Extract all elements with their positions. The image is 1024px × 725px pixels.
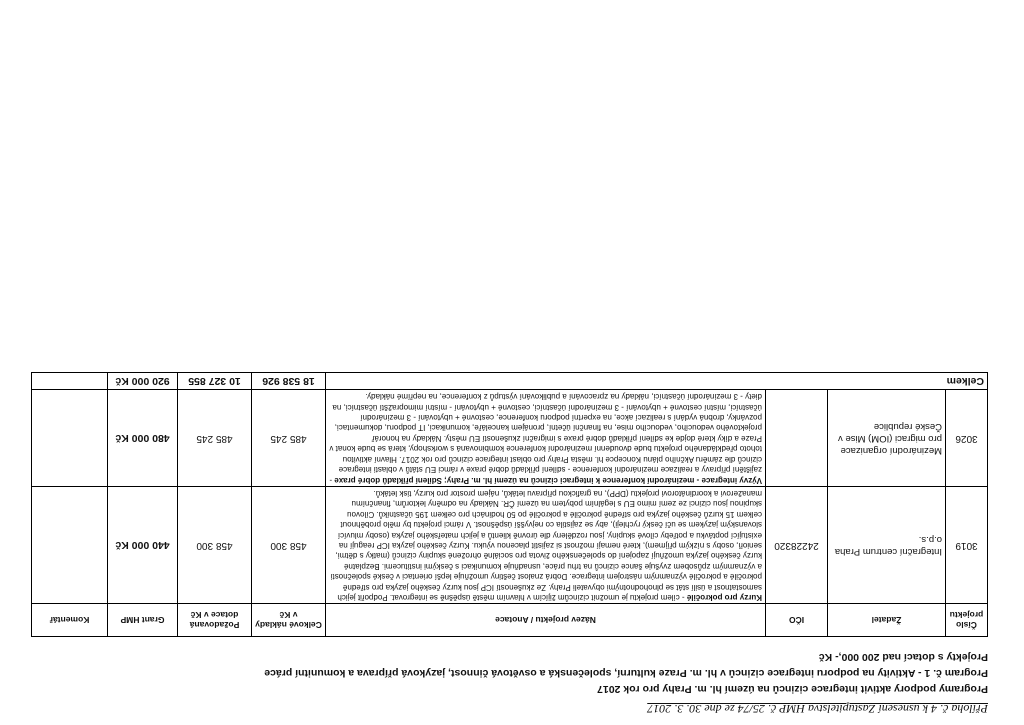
comment-sum: [32, 372, 108, 389]
col-name: Název projektu / Anotace: [326, 604, 766, 637]
table-header-row: [32, 604, 988, 637]
project-number: 3026: [946, 389, 988, 486]
col-applicant: Žadatel: [828, 604, 946, 637]
program-line: Program č. 1 - Aktivity na podporu integrace cizinců v hl. m. Praze kulturní, společenská a osvětová činnost, jazyková příprava a komunitní práce: [264, 667, 988, 679]
projects-table: [31, 372, 988, 637]
table-row: [32, 486, 988, 603]
grant-value: 440 000 Kč: [108, 486, 178, 603]
comment-value: [32, 389, 108, 486]
grant-value: 480 000 Kč: [108, 389, 178, 486]
total-costs-value: 485 245: [252, 389, 326, 486]
ico-value: 24228320: [766, 486, 828, 603]
requested-value: 485 245: [178, 389, 252, 486]
total-label: Celkem: [326, 372, 988, 389]
applicant-name: Mezinárodní organizace pro migraci (IOM) Mise v České republice: [828, 389, 946, 486]
applicant-name: Integrační centrum Praha o.p.s.: [828, 486, 946, 603]
project-title: Výzvy integrace - mezinárodní konference k integraci cizinců na území hl. m. Prahy; Sdílení příkladů dobré praxe: [334, 475, 762, 485]
total-costs-sum: 18 538 926: [252, 372, 326, 389]
col-grant: Grant HMP: [108, 604, 178, 637]
col-comment: Komentář: [32, 604, 108, 637]
comment-value: [32, 486, 108, 603]
programs-title: Programy podpory aktivit integrace cizinců na území hl. m. Prahy pro rok 2017: [597, 683, 988, 695]
col-number: Číslo projektu: [946, 604, 988, 637]
project-description: [326, 486, 766, 603]
requested-sum: 10 327 855: [178, 372, 252, 389]
project-annotation: - cílem projektu je umožnit cizincům žijícím v hlavním městě úspěšně se integrovat. Podpořit jejich samostatnost a úsilí stát se plnohodnotnými obyvateli Prahy. Ze zkušeností ICP jsou kurzy českého jazyka pro středně pokročilé a pokročilé významným nástrojem integrace. Dobrá znalost češtiny umožňuje lepší orientaci v české společnosti a významným způsobem zvyšuje šance cizinců na trhu práce, usnadňuje komunikaci s českými institucemi. Bezplatné kurzy českého jazyka umožňují zapojení do společenského života pro sociálně ohrožené skupiny cizinců (matky s dětmi, senioři, osoby s nízkým příjmem), které nemají možnost si zajistit placenou výuku. Kurzy českého jazyka ICP reagují na existující poptávku a potřeby cílové skupiny, jsou rozděleny dle úrovně klientů a jejich mateřského jazyka (osoby mluvící slovanským jazykem se učí český rychleji), aby se zajistila co nejvyšší úspěšnost. V rámci projektu by mělo proběhnout celkem 15 kurzů českého jazyka pro středně pokročilé a pokročilé po 50 hodinách pro celkem 195 účastníků. Cílovou skupinou jsou cizinci ze zemí mimo EU s legálním pobytem na území ČR. Náklady na odměny lektorům, finančnímu manažerovi a koordinátorovi projektu (DPP), na grafickou přípravu letáků, nájem prostor pro kurzy, tisk letáků.: [330, 488, 762, 602]
grant-sum: 920 000 Kč: [108, 372, 178, 389]
total-row: [32, 372, 988, 389]
ico-value: [766, 389, 828, 486]
project-description: [326, 389, 766, 486]
requested-value: 458 300: [178, 486, 252, 603]
table-row: [32, 389, 988, 486]
attachment-note: Příloha č. 4 k usnesení Zastupitelstva HMP č. 25/74 ze dne 30. 3. 2017: [647, 702, 988, 716]
col-ico: IČO: [766, 604, 828, 637]
col-requested: Požadovaná dotace v Kč: [178, 604, 252, 637]
total-costs-value: 458 300: [252, 486, 326, 603]
col-total-costs: Celkové náklady v Kč: [252, 604, 326, 637]
subsidy-line: Projekty s dotací nad 200 000,- Kč: [818, 651, 988, 663]
project-title: Kurzy pro pokročilé: [686, 593, 762, 602]
project-number: 3019: [946, 486, 988, 603]
project-annotation: - zajištění přípravy a realizace mezinárodní konference - sdílení příkladů dobré praxe v rámci EU států v oblasti integrace cizinců dle záměru Akčního plánu Koncepce hl. města Prahy pro oblast integrace cizinců pro rok 2017. Hlavní aktivitou tohoto předkládaného projektu bude dvoudenní mezinárodní konference kombinovaná s workshopy, která se bude konat v Praze a díky které dojde ke sdílení příkladů dobré praxe s imigrační zkušeností EU městy. Náklady na honorář projektového vedoucího, vedoucího mise, na finanční účetní, pronájem kanceláře, komunikaci, IT podporu, dokumentaci, pozvánky, drobná vydání s realizací akce, na expertní podporu konference, cestovné + ubytování - 3 mezinárodní účastníci, místní cestovné + ubytování - 3 mezinárodní účastníci, cestovné + ubytování - místní mimopražští účastníci, na diety - 3 mezinárodní účastníci, náklady na zpracování a publikování výstupů z konference, na nepřímé náklady.: [329, 392, 762, 485]
